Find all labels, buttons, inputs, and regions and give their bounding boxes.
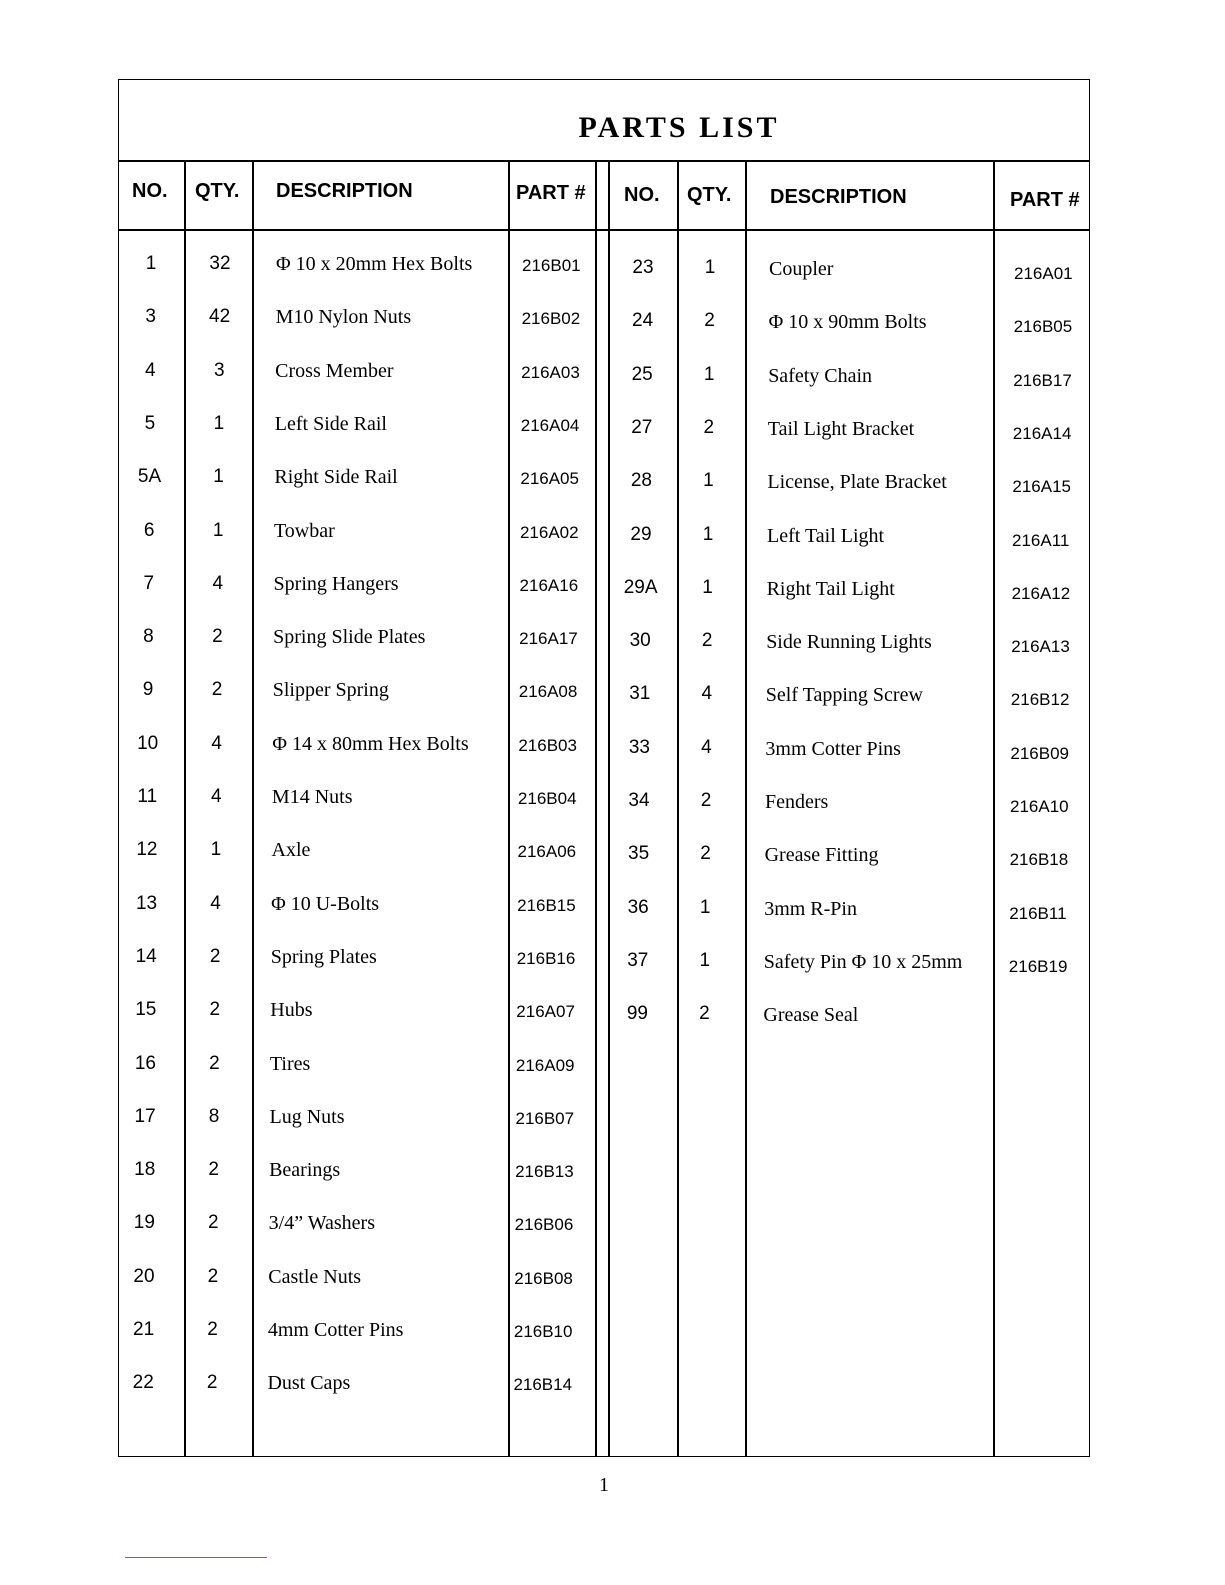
row-qty: 4 [211,786,222,807]
row-qty: 4 [212,572,224,594]
row-description: Safety Chain [768,364,873,387]
col-divider [252,160,254,1457]
row-description: Φ 10 U-Bolts [271,892,380,915]
row-description: Spring Slide Plates [273,626,426,649]
row-description: Φ 10 x 90mm Bolts [768,311,927,334]
row-no: 36 [627,896,649,918]
row-description: 3/4” Washers [268,1212,375,1235]
row-part-number: 216A14 [1012,423,1072,443]
row-qty: 1 [210,839,222,861]
header-bottom-rule [118,229,1090,231]
row-description: Φ 10 x 20mm Hex Bolts [276,253,473,275]
page-title: PARTS LIST [578,111,780,144]
row-description: Spring Hangers [273,572,399,595]
row-qty: 4 [701,683,713,705]
row-no: 5 [144,412,156,434]
row-no: 18 [134,1159,156,1181]
row-no: 17 [134,1105,156,1127]
row-part-number: 216A12 [1011,583,1071,603]
row-description: Fenders [765,791,829,813]
row-no: 15 [135,999,157,1021]
row-description: 3mm R-Pin [764,897,857,920]
row-part-number: 216A01 [1014,264,1073,283]
row-part-number: 216A13 [1011,637,1070,657]
row-part-number: 216A16 [519,575,579,595]
row-no: 8 [143,626,154,648]
row-part-number: 216B02 [521,309,581,329]
col-divider [993,160,995,1457]
row-description: Coupler [769,258,834,280]
row-no: 13 [135,892,158,914]
row-part-number: 216B04 [517,789,577,808]
row-qty: 2 [699,1003,710,1025]
row-part-number: 216B08 [514,1268,573,1288]
row-part-number: 216B01 [522,256,581,275]
row-description: 4mm Cotter Pins [267,1319,404,1341]
header-part-left: PART # [516,182,586,204]
row-qty: 2 [208,1159,219,1181]
row-qty: 2 [704,310,715,332]
row-description: Side Running Lights [766,631,932,654]
row-no: 23 [632,257,654,278]
row-no: 12 [136,839,158,861]
row-qty: 2 [700,843,711,865]
row-part-number: 216B03 [518,735,577,755]
row-part-number: 216B13 [515,1162,574,1182]
col-divider [508,160,510,1457]
row-part-number: 216B17 [1013,370,1072,390]
row-qty: 3 [213,359,225,381]
row-description: M10 Nylon Nuts [275,306,412,329]
row-description: License, Plate Bracket [767,471,947,494]
row-description: M14 Nuts [271,786,353,808]
row-qty: 1 [212,519,224,541]
row-part-number: 216A15 [1012,477,1072,497]
row-no: 21 [133,1319,155,1340]
row-part-number: 216B10 [513,1322,573,1341]
row-part-number: 216B15 [517,895,576,915]
row-no: 9 [142,679,154,701]
row-no: 35 [628,843,650,865]
row-part-number: 216A07 [516,1002,575,1022]
header-qty-left: QTY. [195,180,240,202]
row-no: 6 [143,519,155,541]
row-qty: 4 [701,736,712,758]
row-part-number: 216B16 [516,948,576,968]
row-part-number: 216A03 [521,362,580,382]
row-no: 3 [145,306,156,328]
row-qty: 8 [208,1105,220,1127]
row-description: Lug Nuts [269,1105,345,1128]
row-description: Castle Nuts [268,1265,362,1288]
row-no: 33 [628,736,650,758]
row-description: Towbar [273,519,335,542]
row-no: 99 [626,1003,648,1025]
row-part-number: 216A17 [519,629,578,649]
row-qty: 32 [209,253,231,274]
row-qty: 1 [704,257,716,278]
row-qty: 1 [702,523,714,545]
link-underline [125,1557,267,1558]
row-qty: 2 [209,999,221,1021]
row-description: Tires [269,1052,311,1075]
row-qty: 2 [207,1265,219,1287]
col-divider [745,160,747,1457]
row-qty: 1 [703,470,714,492]
row-no: 24 [632,310,654,332]
row-no: 25 [631,363,653,385]
row-description: Left Tail Light [767,524,885,547]
row-no: 16 [134,1052,156,1074]
row-qty: 1 [213,412,225,434]
row-no: 28 [630,470,652,492]
row-part-number: 216B06 [514,1215,574,1235]
row-qty: 2 [207,1319,218,1340]
row-qty: 1 [699,896,711,918]
row-part-number: 216B19 [1008,956,1068,976]
row-description: Safety Pin Φ 10 x 25mm [763,950,963,973]
row-part-number: 216B09 [1010,743,1070,763]
row-part-number: 216A05 [520,469,579,489]
header-no-left: NO. [132,180,168,202]
row-qty: 2 [700,790,712,811]
row-part-number: 216A02 [519,522,579,542]
row-part-number: 216B18 [1009,850,1069,870]
row-description: Bearings [269,1159,341,1182]
row-no: 19 [133,1212,155,1234]
row-description: Spring Plates [270,945,377,968]
page-number: 1 [599,1474,609,1496]
row-description: Tail Light Bracket [767,417,915,440]
row-description: 3mm Cotter Pins [765,737,901,760]
row-qty: 1 [213,466,224,488]
row-part-number: 216B14 [513,1375,573,1395]
row-no: 5A [137,466,162,488]
row-qty: 1 [702,576,713,598]
header-qty-right: QTY. [687,184,732,206]
header-description-left: DESCRIPTION [276,180,413,202]
row-no: 30 [629,630,651,652]
row-no: 22 [132,1372,154,1394]
row-part-number: 216A08 [518,682,578,702]
row-description: Grease Seal [763,1004,859,1027]
row-no: 29 [630,523,652,545]
row-description: Grease Fitting [764,844,879,867]
row-no: 31 [629,683,651,705]
row-no: 20 [133,1265,155,1287]
row-part-number: 216A10 [1010,797,1069,816]
parts-table-frame [118,79,1090,1457]
row-description: Dust Caps [267,1372,351,1395]
col-divider [595,160,597,1457]
row-no: 14 [135,945,157,967]
row-qty: 2 [206,1372,218,1394]
header-part-right: PART # [1010,189,1080,211]
row-part-number: 216B11 [1009,903,1067,923]
row-description: Axle [271,839,311,862]
header-description-right: DESCRIPTION [770,186,907,208]
row-part-number: 216B12 [1010,690,1070,710]
row-qty: 2 [212,626,223,648]
row-description: Right Tail Light [766,577,895,600]
row-qty: 2 [703,416,715,438]
row-no: 7 [143,572,155,594]
row-part-number: 216A04 [520,415,580,435]
row-no: 37 [627,949,649,971]
row-qty: 2 [209,1052,220,1074]
row-no: 1 [145,253,157,274]
row-no: 11 [137,786,158,807]
row-description: Hubs [270,999,313,1022]
row-no: 10 [137,732,159,754]
row-part-number: 216A09 [515,1055,575,1075]
row-no: 34 [628,790,650,811]
row-part-number: 216B05 [1013,317,1073,337]
row-qty: 2 [211,679,223,701]
row-no: 27 [631,416,653,438]
row-description: Right Side Rail [274,466,398,489]
header-no-right: NO. [624,184,660,206]
col-divider [184,160,186,1457]
row-description: Φ 14 x 80mm Hex Bolts [272,732,469,755]
header-top-rule [118,160,1090,162]
row-qty: 2 [701,630,713,652]
row-part-number: 216A11 [1012,530,1070,550]
row-qty: 1 [699,949,711,971]
row-qty: 42 [209,306,231,328]
row-no: 4 [144,359,156,381]
row-qty: 2 [208,1212,219,1234]
row-description: Slipper Spring [272,679,389,702]
row-description: Left Side Rail [274,412,387,435]
row-qty: 4 [210,892,221,914]
row-no: 29A [623,576,658,598]
row-qty: 2 [209,945,221,967]
row-description: Cross Member [275,359,394,382]
row-part-number: 216A06 [517,842,577,862]
row-part-number: 216B07 [515,1108,575,1128]
row-qty: 1 [703,363,715,385]
row-description: Self Tapping Screw [765,684,923,707]
row-qty: 4 [211,732,222,754]
